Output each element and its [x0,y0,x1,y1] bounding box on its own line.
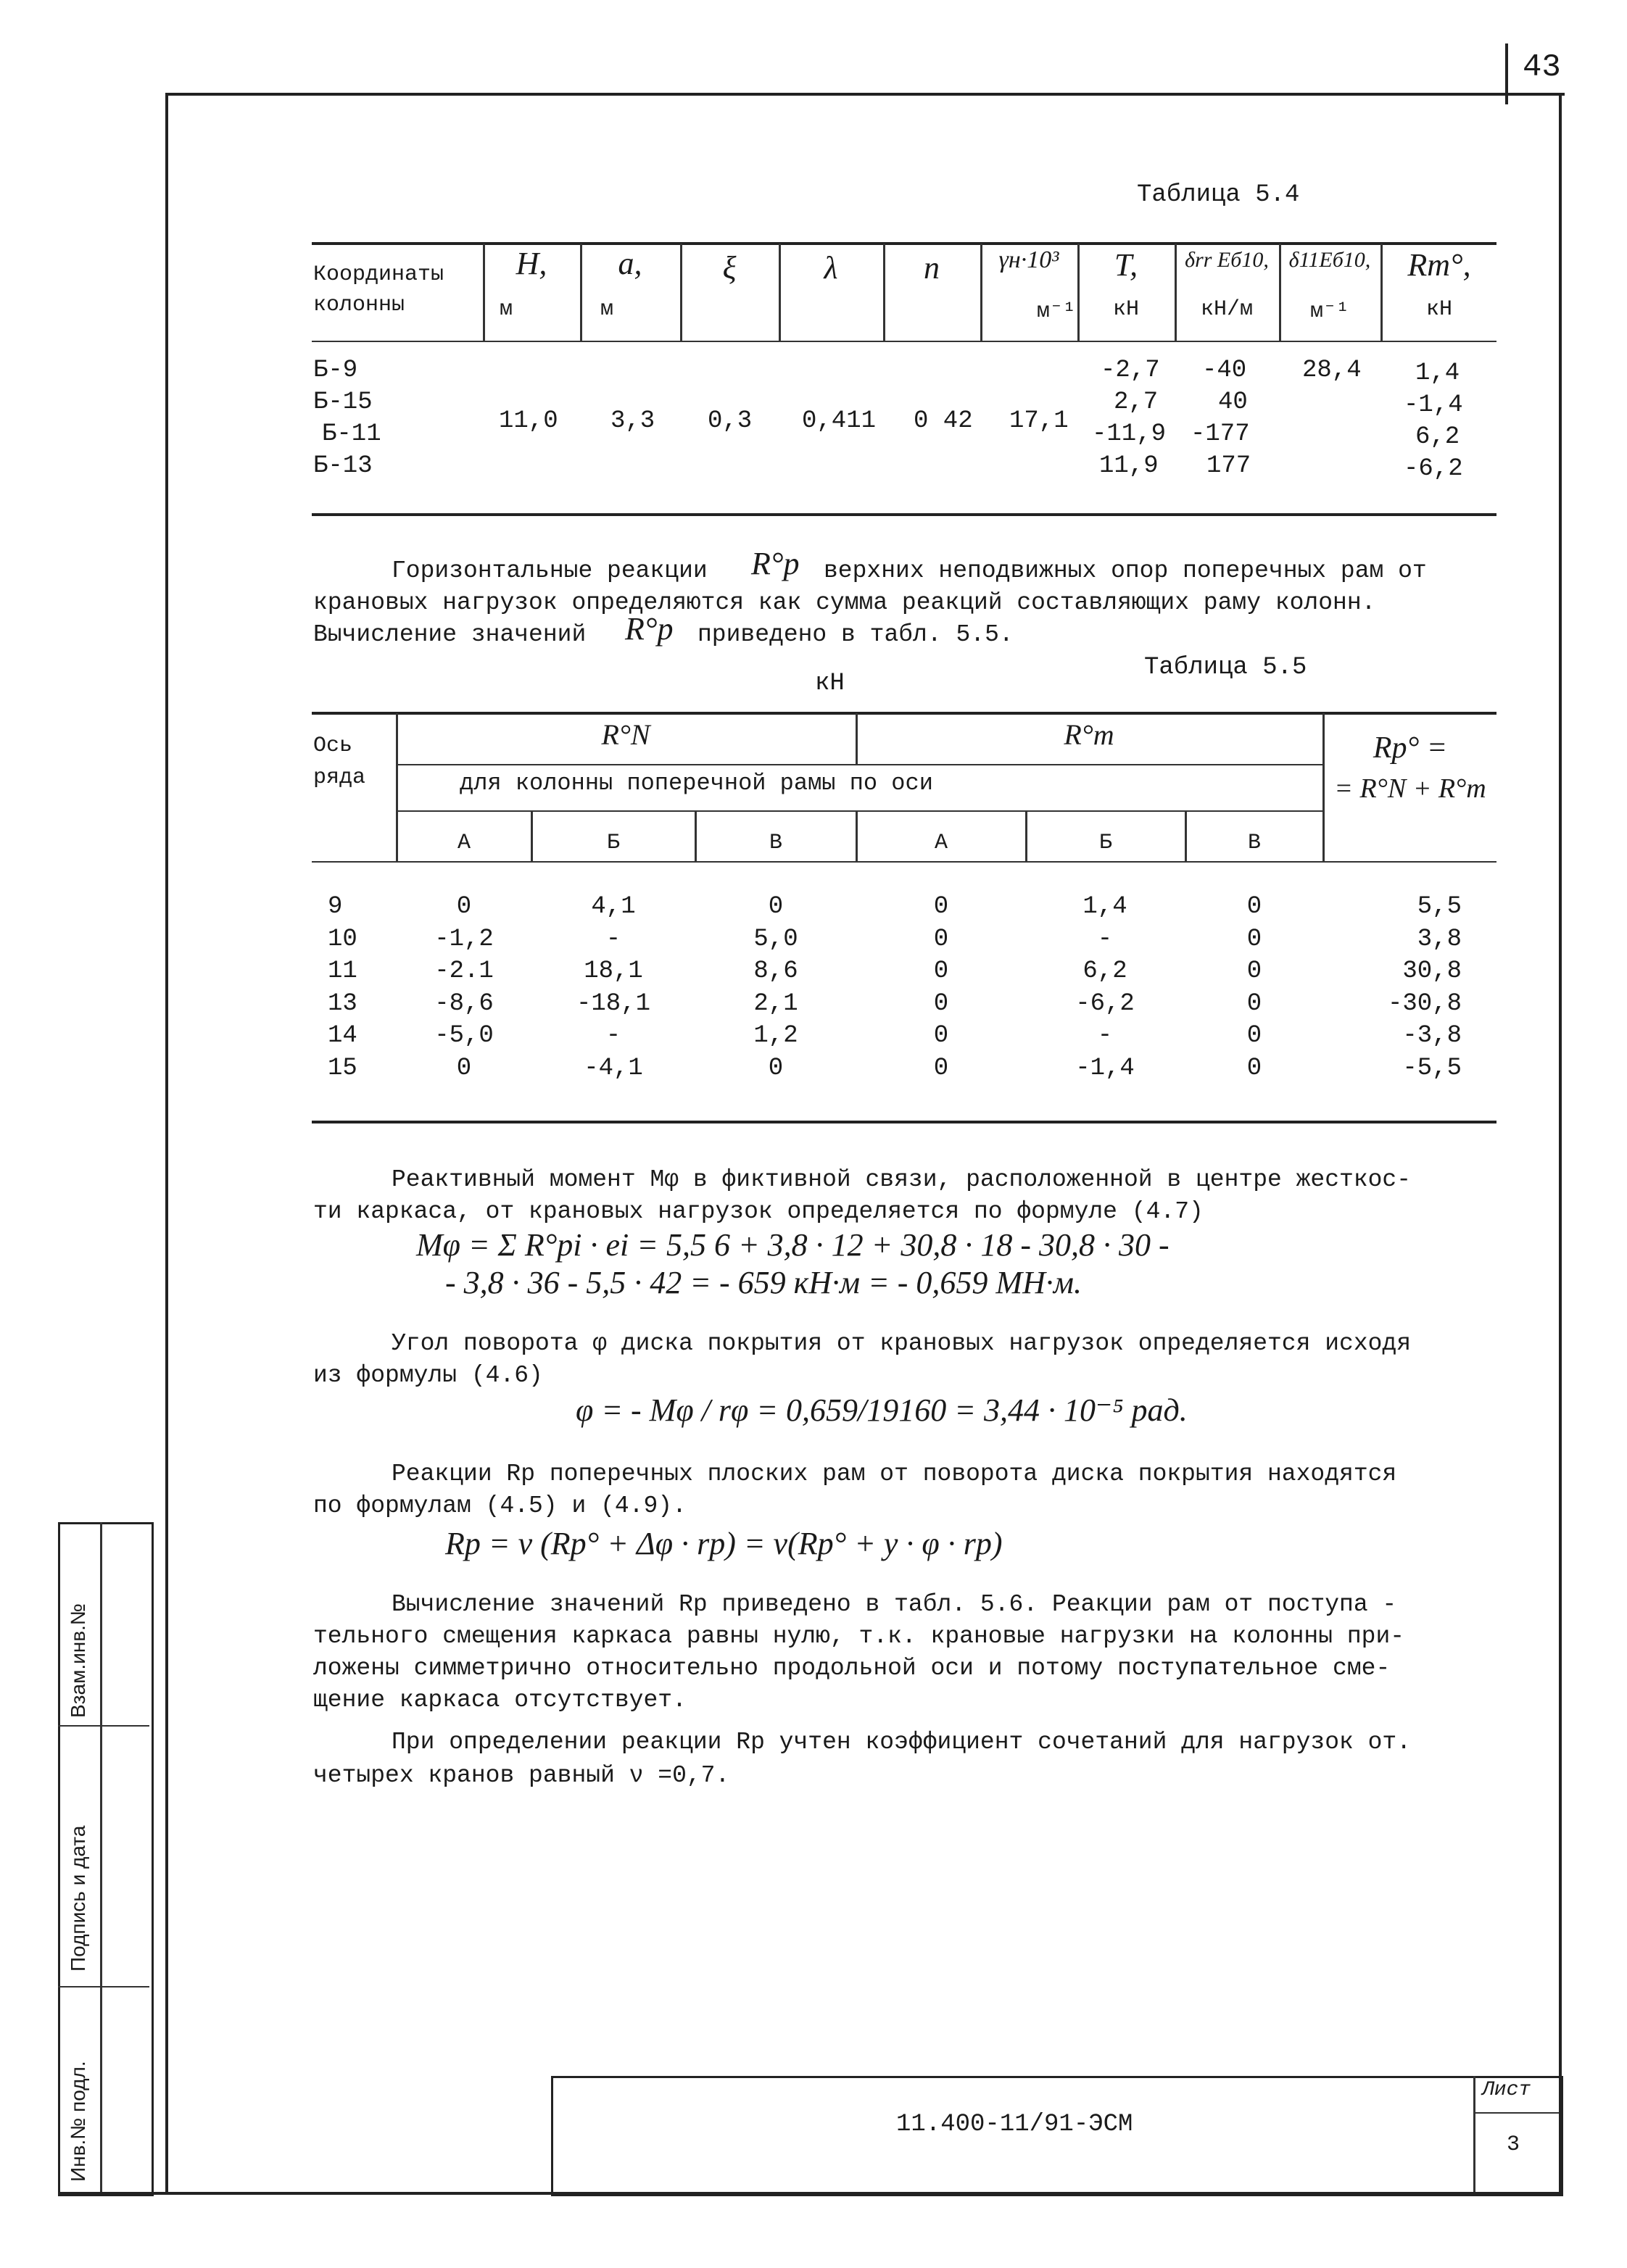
para4-line2: по формулам (4.5) и (4.9). [313,1492,687,1519]
table55-cell: -5,0 [434,1022,494,1050]
table55-row-axis: 14 [328,1022,357,1050]
table55-cell: 1,2 [753,1022,798,1050]
table54-h-a-unit: м [600,297,613,322]
table55-top-rule [312,712,1496,715]
frame-right [1559,93,1562,2195]
title-block-sheet-rule [1475,2112,1559,2114]
table55-cell: 0 [1246,1055,1262,1082]
para4-line1: Реакции Rр поперечных плоских рам от поворота диска покрытия находятся [392,1461,1397,1487]
table55-cell: 0 [933,1022,949,1050]
para1-line3a: Вычисление значений [313,621,587,648]
table55-col-B: Б [1098,831,1112,855]
side-label-replace: Взам.инв.№ [67,1603,89,1718]
table55-cell: 0 [456,1055,472,1082]
table55-cell: 2,1 [753,990,798,1018]
table55-row-axis: 11 [328,958,357,985]
table54-lambda-value: 0,411 [802,407,877,435]
table55-h-sum2: = R°N + R°т [1334,773,1486,804]
table55-col-A: А [934,831,948,855]
side-block-rule [58,1725,149,1727]
table55-cell: 4,1 [591,893,636,921]
table55-row-axis: 13 [328,990,357,1018]
para6-line2: четырех кранов равный ν =0,7. [313,1762,730,1789]
table54-h-R: Rт°, [1407,247,1471,283]
table55-row-axis: 9 [328,893,343,921]
document-code: 11.400-11/91-ЭСМ [896,2111,1133,2138]
table55-cell: 0 [933,990,949,1018]
table55-group-rule [397,764,1324,765]
table54-row-name: Б-13 [313,452,373,480]
table54-h-n: n [924,250,940,286]
table55-cell: 0 [1246,958,1262,985]
table54-T-value: -11,9 [1092,420,1167,448]
table54-bottom-rule [312,513,1496,516]
table55-cell: -4,1 [584,1055,643,1082]
formula1-line1: Mφ = Σ R°pi · ei = 5,5 6 + 3,8 · 12 + 30,8 · 18 - 30,8 · 30 - [416,1227,1169,1263]
table54-R-value: -1,4 [1404,391,1463,419]
table55-h-sum1: Rр° = [1373,731,1448,765]
table54-h-lambda: λ [824,250,838,286]
table54-caption: Таблица 5.4 [1137,181,1300,209]
table54-H-value: 11,0 [499,407,558,435]
para2-line1: Реактивный момент Mφ в фиктивной связи, расположенной в центре жесткос- [392,1166,1412,1193]
frame-left [165,93,168,2195]
table54-row-name: Б-9 [313,357,358,384]
table55-col-B: Б [606,831,620,855]
table55-sum: 30,8 [1402,958,1462,985]
table54-xi-value: 0,3 [708,407,753,435]
table55-header-rule [312,861,1496,863]
table55-h-RT: R°т [1064,718,1114,751]
table54-h-H-unit: м [499,297,513,322]
table55-cell: -1,2 [434,926,494,953]
side-label-sign: Подпись и дата [67,1825,89,1972]
table55-sum: -30,8 [1387,990,1462,1018]
para1-line1a: Горизонтальные реакции [392,557,708,584]
para1-line3b: приведено в табл. 5.5. [697,621,1014,648]
table54-h-a: a, [618,246,642,281]
para3-line1: Угол поворота φ диска покрытия от крановых нагрузок определяется исходя [392,1330,1412,1357]
table55-unit: кН [815,670,845,697]
side-block-divider [100,1522,102,2192]
table55-h-RN: R°N [601,718,650,751]
para1-line1b: верхних неподвижных опор поперечных рам от [824,557,1427,584]
para2-line2: ти каркаса, от крановых нагрузок определяется по формуле (4.7) [313,1198,1204,1225]
table55-cell: 0 [933,926,949,953]
table55-bottom-rule [312,1121,1496,1123]
table54-h-d2: δ11Eб10, [1288,248,1371,272]
sheet-label: Лист [1482,2079,1531,2101]
table55-row-axis: 10 [328,926,357,953]
table55-cell: - [605,926,621,953]
table54-h-R-unit: кН [1425,297,1452,322]
table54-h-H: H, [516,246,547,281]
frame-top [165,93,1565,96]
formula1-line2: - 3,8 · 36 - 5,5 · 42 = - 659 кН·м = - 0,659 МН·м. [445,1265,1082,1300]
table55-col-V: В [1247,831,1261,855]
table55-caption: Таблица 5.5 [1144,654,1307,681]
table54-d1-value: 40 [1218,389,1248,416]
table55-cell: -18,1 [576,990,651,1018]
table54-T-value: 11,9 [1099,452,1159,480]
table54-T-value: 2,7 [1114,389,1159,416]
table55-cell: 0 [1246,893,1262,921]
table54-h-gamma: γн·10³ [998,246,1059,273]
para5-line1: Вычисление значений Rр приведено в табл. 5.6. Реакции рам от поступа - [392,1591,1397,1618]
table54-d1-value: -40 [1202,357,1247,384]
table55-cell: 8,6 [753,958,798,985]
table54-row-name: Б-15 [313,389,373,416]
formula3: Rр = ν (Rр° + Δφ · rр) = ν(Rр° + y · φ · rр) [445,1526,1003,1561]
table54-h-xi: ξ [722,250,737,286]
table55-cell: 0 [1246,1022,1262,1050]
table54-h-gamma-unit: м⁻¹ [1036,299,1076,324]
table55-cell: -2.1 [434,958,494,985]
table55-cell: 0 [933,1055,949,1082]
table55-col-V: В [769,831,782,855]
table55-cell: -6,2 [1075,990,1135,1018]
side-label-inv: Инв.№ подл. [67,2061,89,2182]
title-block-divider [1473,2076,1475,2192]
table54-h-d1-unit: кН/м [1200,297,1253,322]
table54-R-value: -6,2 [1404,455,1463,483]
formula2: φ = - Mφ / rφ = 0,659/19160 = 3,44 · 10⁻⁵ рад. [576,1392,1188,1428]
table54-header-rule [312,341,1496,342]
para6-line1: При определении реакции Rр учтен коэффициент сочетаний для нагрузок от. [392,1729,1412,1756]
table54-a-value: 3,3 [610,407,655,435]
para3-line2: из формулы (4.6) [313,1362,543,1389]
sheet-number: 3 [1507,2132,1520,2157]
table55-cell: - [1097,1022,1113,1050]
table54-n-value: 0 42 [914,407,973,435]
table55-col-A: А [457,831,471,855]
table55-sum: -3,8 [1402,1022,1462,1050]
table54-d1-value: 177 [1206,452,1251,480]
para5-line2: тельного смещения каркаса равны нулю, т.к. крановые нагрузки на колонны при- [313,1623,1405,1650]
para1-symbol: R°р [751,546,800,581]
table54-h-d2-unit: м⁻¹ [1309,299,1350,324]
para1-symbol2: R°р [625,611,674,647]
table55-cell: - [1097,926,1113,953]
table55-h-sub: для колонны поперечной рамы по оси [460,770,933,797]
table54-h-T-unit: кН [1112,297,1139,322]
table55-sum: -5,5 [1402,1055,1462,1082]
table55-cell: 5,0 [753,926,798,953]
side-block-rule [58,1986,149,1987]
table54-h-coord2: колонны [313,293,405,317]
table55-cell: - [605,1022,621,1050]
table54-h-T: T, [1114,247,1138,283]
table54-h-d1: δrr Eб10, [1185,248,1269,272]
table55-cell: 0 [1246,990,1262,1018]
para5-line3: ложены симметрично относительно продольной оси и потому поступательное сме- [313,1655,1391,1682]
table55-cell: 0 [933,958,949,985]
table55-cell: -1,4 [1075,1055,1135,1082]
table55-row-axis: 15 [328,1055,357,1082]
table54-h-coord1: Координаты [313,262,444,287]
table55-h-axis1: Ось [313,734,353,758]
table54-d2-value: 28,4 [1302,357,1362,384]
table55-cell: 6,2 [1082,958,1127,985]
table54-gamma-value: 17,1 [1009,407,1069,435]
table55-cell: 18,1 [584,958,643,985]
table54-row-name: Б-11 [322,420,381,448]
table55-sum: 3,8 [1417,926,1462,953]
table54-d1-value: -177 [1191,420,1250,448]
table54-R-value: 1,4 [1415,360,1460,387]
table55-cell: 0 [933,893,949,921]
table55-cell: 0 [768,893,784,921]
page-number: 43 [1523,49,1561,86]
para5-line4: щение каркаса отсутствует. [313,1687,687,1714]
table55-cell: 0 [456,893,472,921]
table54-T-value: -2,7 [1101,357,1160,384]
table55-h-axis2: ряда [313,765,366,790]
table55-cell: -8,6 [434,990,494,1018]
table55-cell: 0 [768,1055,784,1082]
table55-sum: 5,5 [1417,893,1462,921]
para1-line2: крановых нагрузок определяются как сумма реакций составляющих раму колонн. [313,589,1376,616]
table55-cell: 1,4 [1082,893,1127,921]
table54-R-value: 6,2 [1415,423,1460,451]
table55-cell: 0 [1246,926,1262,953]
